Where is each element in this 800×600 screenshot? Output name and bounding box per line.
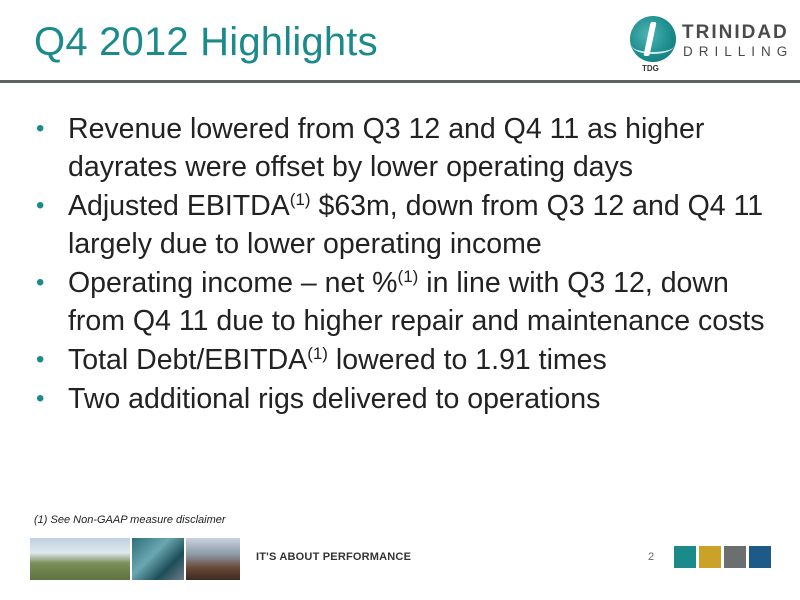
color-square	[724, 546, 746, 568]
bullet-text: Revenue lowered from Q3 12 and Q4 11 as higher dayrates were offset by lower operating days	[68, 113, 705, 183]
bullet-dot-icon: •	[36, 115, 45, 142]
globe-logo-icon	[630, 16, 676, 62]
bullet-item	[34, 110, 784, 186]
logo-arc	[632, 38, 674, 54]
color-square	[749, 546, 771, 568]
bullet-text: Total Debt/EBITDA	[68, 344, 308, 376]
bullet-item	[34, 380, 784, 418]
logo-text-drilling: DRILLING	[683, 44, 794, 59]
footer-tagline: IT'S ABOUT PERFORMANCE	[256, 551, 412, 563]
color-square	[674, 546, 696, 568]
bullet-text: Two additional rigs delivered to operations	[68, 383, 601, 415]
logo-text-tdg: TDG	[642, 64, 659, 73]
trinidad-drilling-logo	[630, 16, 794, 76]
logo-text-trinidad: TRINIDAD	[682, 22, 789, 43]
bullet-dot-icon: •	[36, 269, 45, 296]
derrick-photo	[186, 538, 240, 580]
footer-photos	[30, 538, 240, 580]
bullet-item	[34, 187, 784, 263]
slide-title: Q4 2012 Highlights	[34, 20, 378, 64]
footnote-marker: (1)	[307, 344, 328, 363]
rig-photo	[132, 538, 184, 580]
bullet-text-continued: in line with Q3 12, down from Q4 11 due to higher repair and maintenance costs	[68, 267, 765, 337]
landscape-photo	[30, 538, 130, 580]
bullet-item	[34, 341, 784, 379]
bullet-item	[34, 264, 784, 340]
page-number: 2	[648, 551, 655, 563]
bullet-text-continued: $63m, down from Q3 12 and Q4 11 largely due to lower operating income	[68, 190, 764, 260]
bullet-dot-icon: •	[36, 346, 45, 373]
color-square	[699, 546, 721, 568]
bullet-text: Operating income – net %	[68, 267, 398, 299]
bullet-dot-icon: •	[36, 385, 45, 412]
title-divider	[0, 80, 800, 83]
footnote: (1) See Non-GAAP measure disclaimer	[34, 514, 226, 526]
bullet-list	[34, 110, 784, 419]
bullet-text-continued: lowered to 1.91 times	[327, 344, 607, 376]
footnote-marker: (1)	[289, 190, 311, 209]
bullet-dot-icon: •	[36, 192, 45, 219]
footnote-marker: (1)	[397, 267, 419, 286]
bullet-text: Adjusted EBITDA	[68, 190, 290, 222]
